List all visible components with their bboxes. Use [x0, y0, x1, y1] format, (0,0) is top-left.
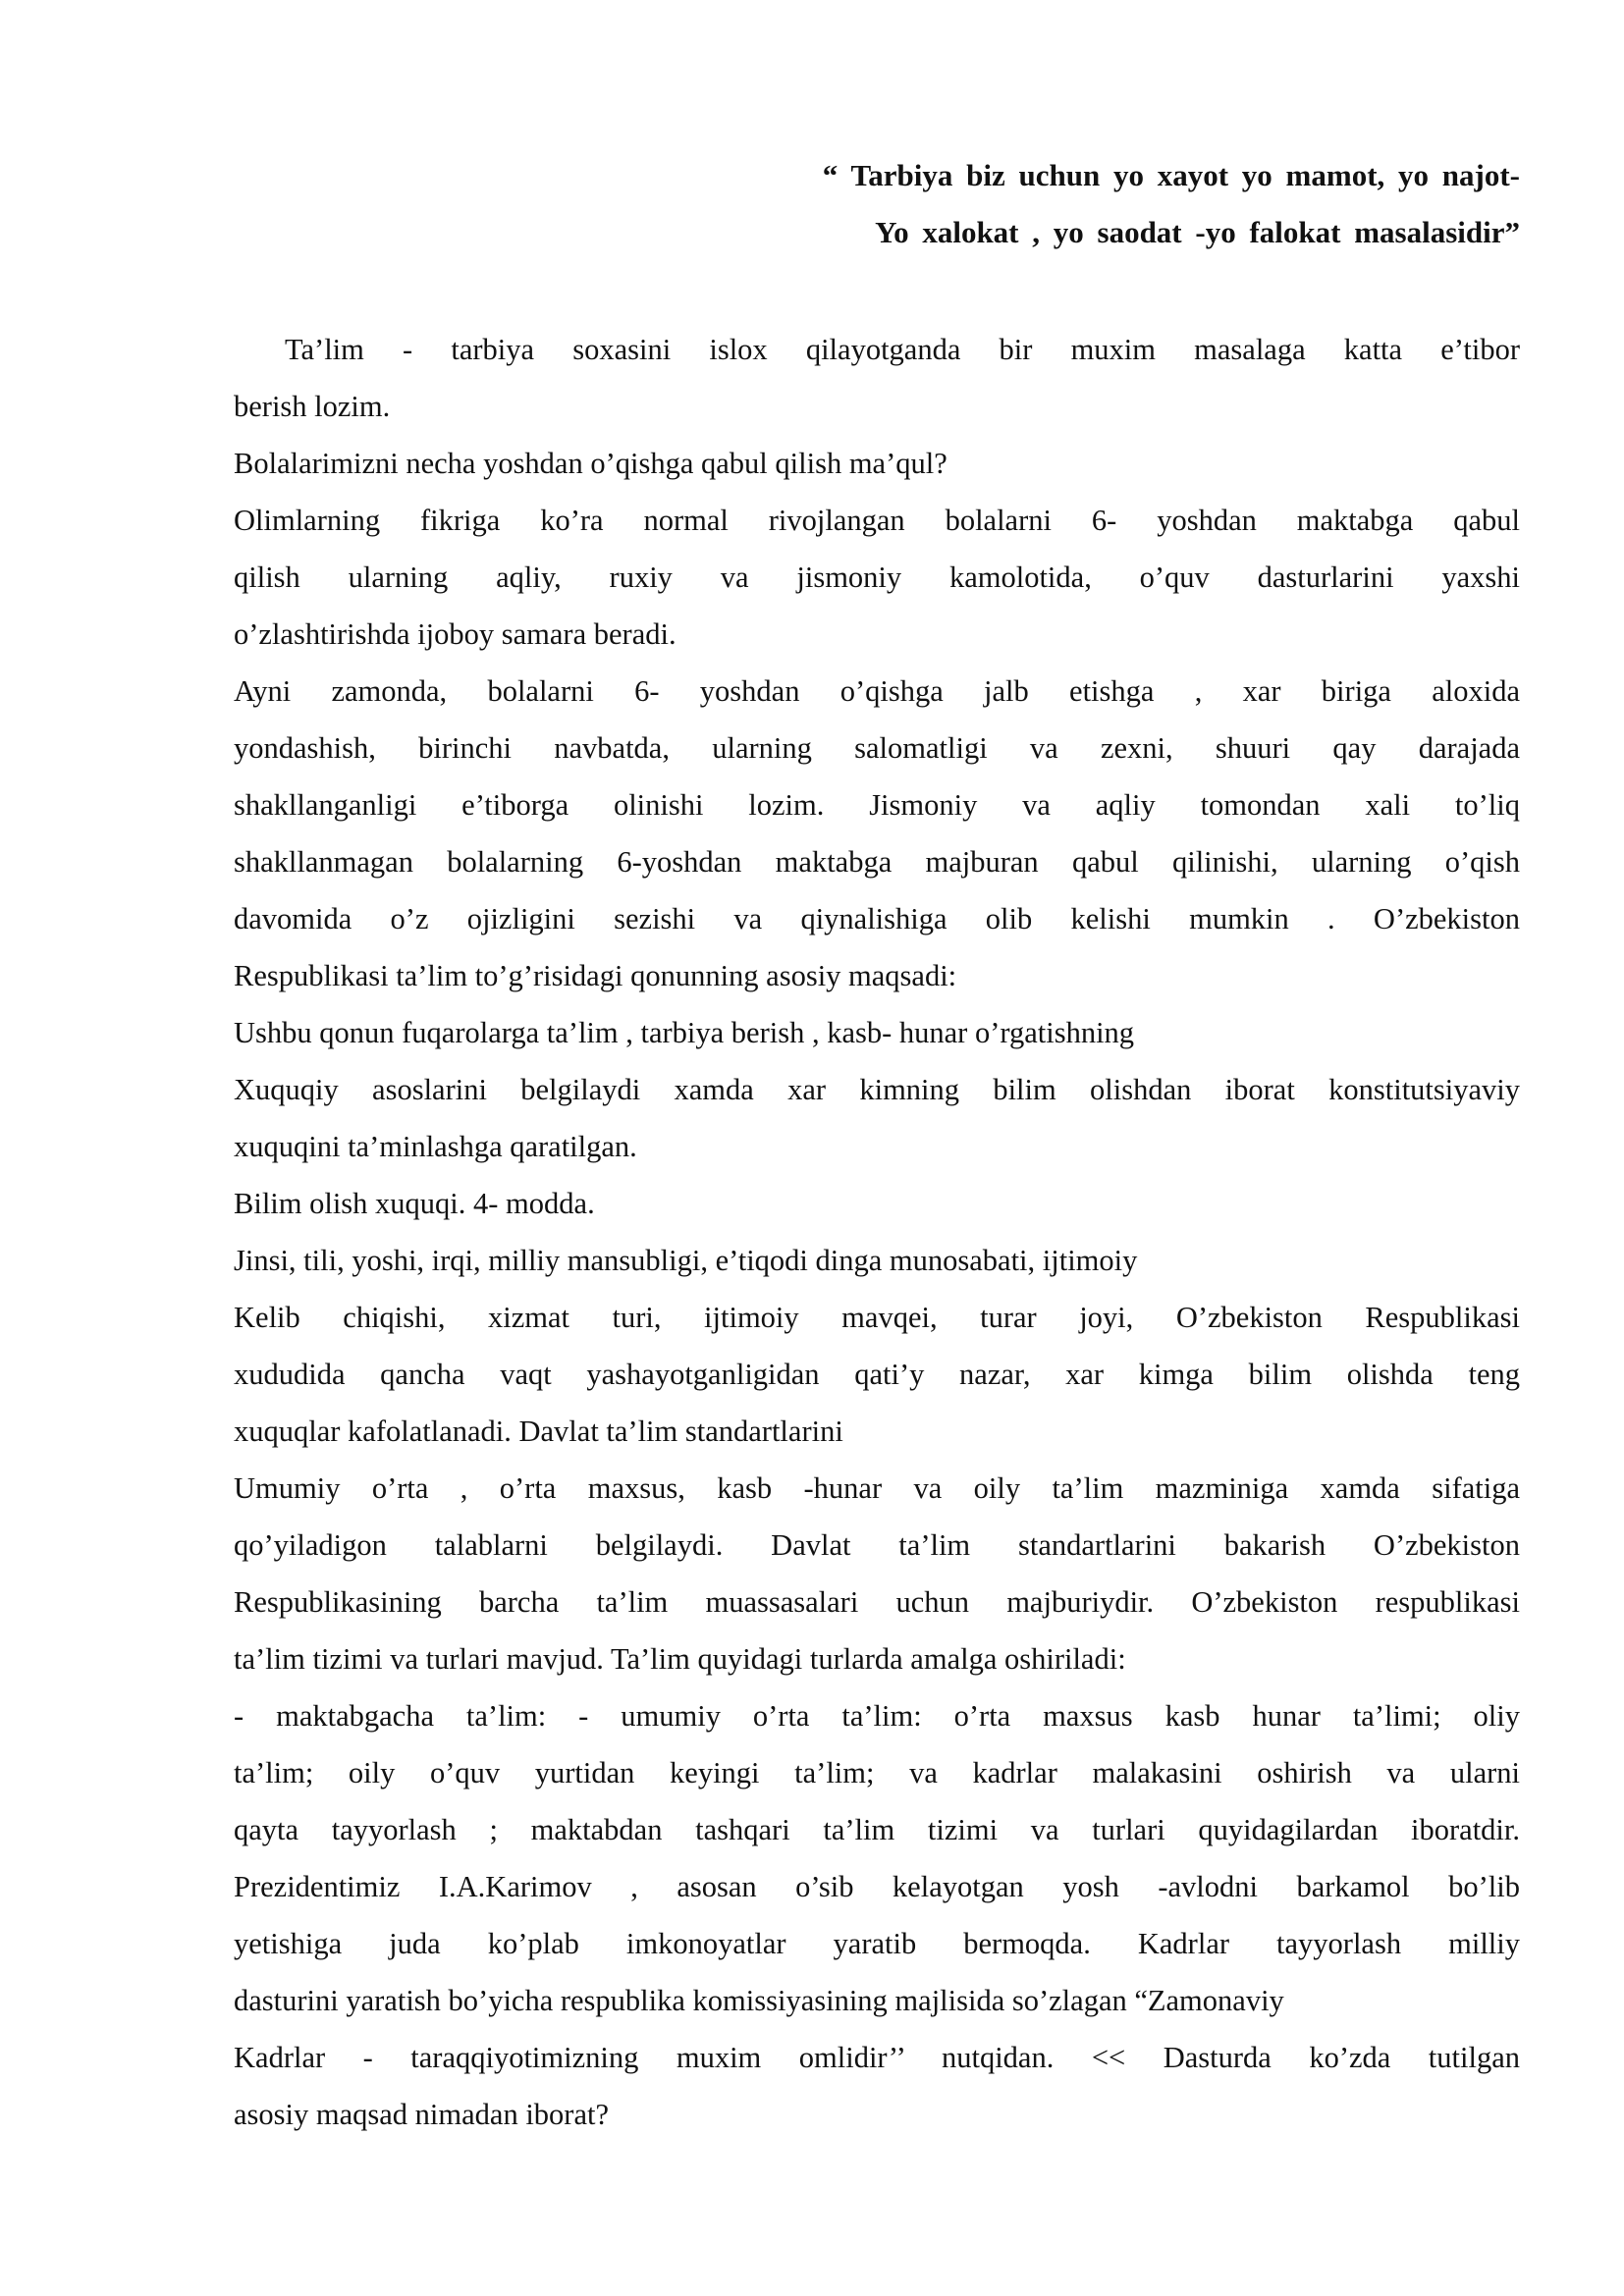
text-line: Bolalarimizni necha yoshdan o’qishga qabul qilish ma’qul?: [234, 447, 947, 480]
text-line: Respublikasi ta’lim to’g’risidagi qonunning asosiy maqsadi:: [234, 959, 957, 992]
text-line: Kadrlar - taraqqiyotimizning muxim omlidir’’ nutqidan. << Dasturda ko’zda tutilgan: [234, 2041, 1520, 2074]
text-line: qayta tayyorlash ; maktabdan tashqari ta’lim tizimi va turlari quyidagilardan iboratdir.: [234, 1813, 1520, 1846]
text-line: ta’lim tizimi va turlari mavjud. Ta’lim quyidagi turlarda amalga oshiriladi:: [234, 1642, 1126, 1676]
epigraph-line-1: “ Tarbiya biz uchun yo xayot yo mamot, yo najot-: [822, 158, 1520, 192]
text-line: Ta’lim - tarbiya soxasini islox qilayotganda bir muxim masalaga katta e’tibor: [285, 333, 1520, 366]
text-line: Bilim olish xuquqi. 4- modda.: [234, 1187, 595, 1220]
text-line: Kelib chiqishi, xizmat turi, ijtimoiy mavqei, turar joyi, O’zbekiston Respublikasi: [234, 1301, 1520, 1334]
text-line: yetishiga juda ko’plab imkonoyatlar yaratib bermoqda. Kadrlar tayyorlash milliy: [234, 1927, 1520, 1960]
text-line: - maktabgacha ta’lim: - umumiy o’rta ta’lim: o’rta maxsus kasb hunar ta’limi; oliy: [234, 1699, 1520, 1733]
text-line: Prezidentimiz I.A.Karimov , asosan o’sib kelayotgan yosh -avlodni barkamol bo’lib: [234, 1870, 1520, 1903]
text-line: ta’lim; oily o’quv yurtidan keyingi ta’lim; va kadrlar malakasini oshirish va ularni: [234, 1756, 1520, 1789]
text-line: Xuquqiy asoslarini belgilaydi xamda xar kimning bilim olishdan iborat konstitutsiyaviy: [234, 1073, 1520, 1106]
text-line: Ayni zamonda, bolalarni 6- yoshdan o’qishga jalb etishga , xar biriga aloxida: [234, 674, 1520, 708]
body-text: [234, 321, 1520, 2143]
text-line: berish lozim.: [234, 390, 391, 423]
text-line: o’zlashtirishda ijoboy samara beradi.: [234, 617, 677, 651]
text-line: xuquqini ta’minlashga qaratilgan.: [234, 1130, 637, 1163]
text-line: davomida o’z ojizligini sezishi va qiynalishiga olib kelishi mumkin . O’zbekiston: [234, 902, 1520, 935]
text-line: qilish ularning aqliy, ruxiy va jismoniy kamolotida, o’quv dasturlarini yaxshi: [234, 561, 1520, 594]
text-line: Olimlarning fikriga ko’ra normal rivojlangan bolalarni 6- yoshdan maktabga qabul: [234, 504, 1520, 537]
text-line: Umumiy o’rta , o’rta maxsus, kasb -hunar va oily ta’lim mazminiga xamda sifatiga: [234, 1471, 1520, 1505]
text-line: shakllanmagan bolalarning 6-yoshdan maktabga majburan qabul qilinishi, ularning o’qish: [234, 845, 1520, 879]
text-line: xuquqlar kafolatlanadi. Davlat ta’lim standartlarini: [234, 1415, 843, 1448]
text-line: Jinsi, tili, yoshi, irqi, milliy mansubligi, e’tiqodi dinga munosabati, ijtimoiy: [234, 1244, 1138, 1277]
text-line: qo’yiladigon talablarni belgilaydi. Davlat ta’lim standartlarini bakarish O’zbekiston: [234, 1528, 1520, 1562]
epigraph: [636, 147, 1520, 261]
text-line: shakllanganligi e’tiborga olinishi lozim. Jismoniy va aqliy tomondan xali to’liq: [234, 788, 1520, 822]
text-line: dasturini yaratish bo’yicha respublika komissiyasining majlisida so’zlagan “Zamonaviy: [234, 1984, 1284, 2017]
text-line: yondashish, birinchi navbatda, ularning salomatligi va zexni, shuuri qay darajada: [234, 731, 1520, 765]
text-line: Respublikasining barcha ta’lim muassasalari uchun majburiydir. O’zbekiston respublikasi: [234, 1585, 1520, 1619]
text-line: xududida qancha vaqt yashayotganligidan qati’y nazar, xar kimga bilim olishda teng: [234, 1358, 1520, 1391]
epigraph-line-2: Yo xalokat , yo saodat -yo falokat masalasidir”: [875, 215, 1520, 249]
text-line: asosiy maqsad nimadan iborat?: [234, 2098, 609, 2131]
text-line: Ushbu qonun fuqarolarga ta’lim , tarbiya berish , kasb- hunar o’rgatishning: [234, 1016, 1135, 1049]
